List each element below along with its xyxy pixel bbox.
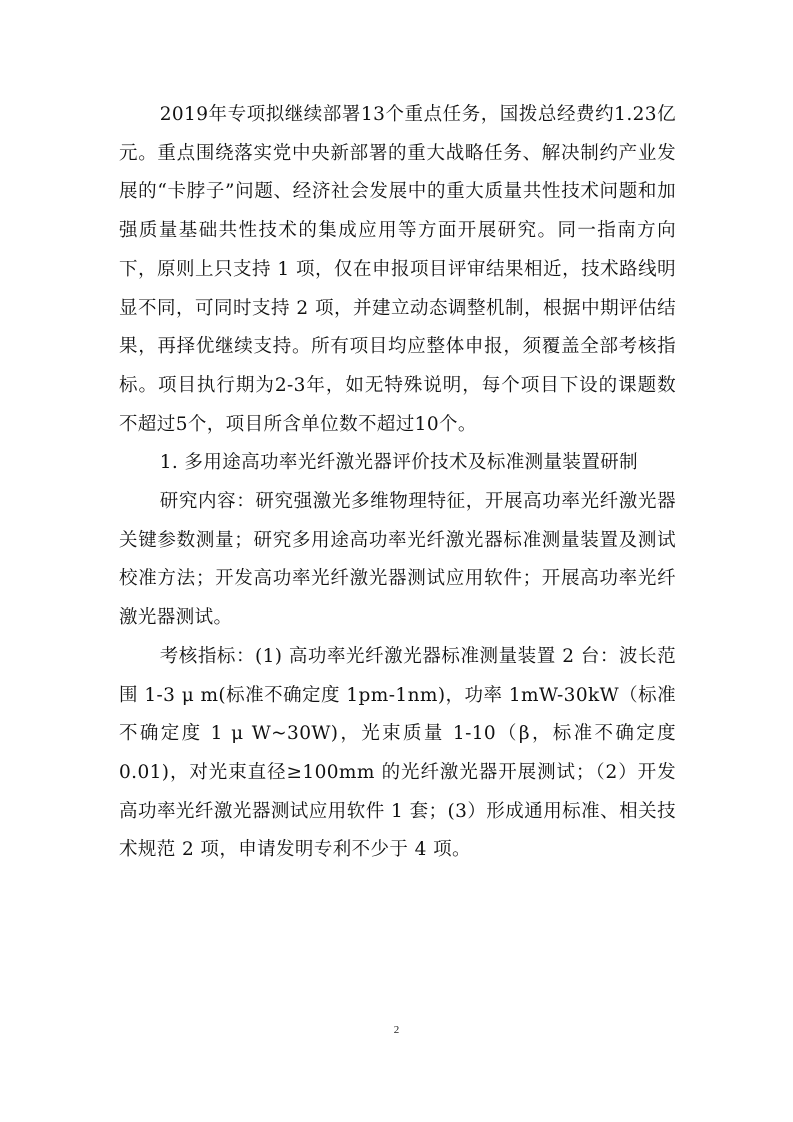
section-heading: 1. 多用途高功率光纤激光器评价技术及标准测量装置研制: [159, 452, 639, 474]
paragraph-overview: 2019年专项拟继续部署13个重点任务，国拨总经费约1.23亿元。重点围绕落实党中央新部署的重大战略任务、解决制约产业发展的“卡脖子”问题、经济社会发展中的重大质量共性技术问题和加强质量基础共性技术的集成应用等方面开展研究。同一指南方向下，原则上只支持 1 项，仅在申报项目评审结果相近，技术路线明显不同，可同时支持 2 项，并建立动态调整机制，根据中期评估结果，再择优继续支持。所有项目均应整体申报，须覆盖全部考核指标。项目执行期为2-3年，如无特殊说明，每个项目下设的课题数不超过5个，项目所含单位数不超过10个。: [119, 104, 676, 435]
paragraph-assessment-indicators: 考核指标：(1) 高功率光纤激光器标准测量装置 2 台：波长范围 1-3 μ m(标准不确定度 1pm-1nm)，功率 1mW-30kW（标准不确定度 1 μ W~30W)，光束质量 1-10（β，标准不确定度 0.01)，对光束直径≥100mm 的光纤激光器开展测试；（2）开发高功率光纤激光器测试应用软件 1 套；(3）形成通用标准、相关技术规范 2 项，申请发明专利不少于 4 项。: [119, 645, 676, 861]
paragraph-research-content: 研究内容：研究强激光多维物理特征，开展高功率光纤激光器关键参数测量；研究多用途高功率光纤激光器标准测量装置及测试校准方法；开发高功率光纤激光器测试应用软件；开展高功率光纤激光器测试。: [119, 491, 676, 629]
document-body: [119, 96, 676, 870]
page-number: 2: [393, 1024, 400, 1036]
